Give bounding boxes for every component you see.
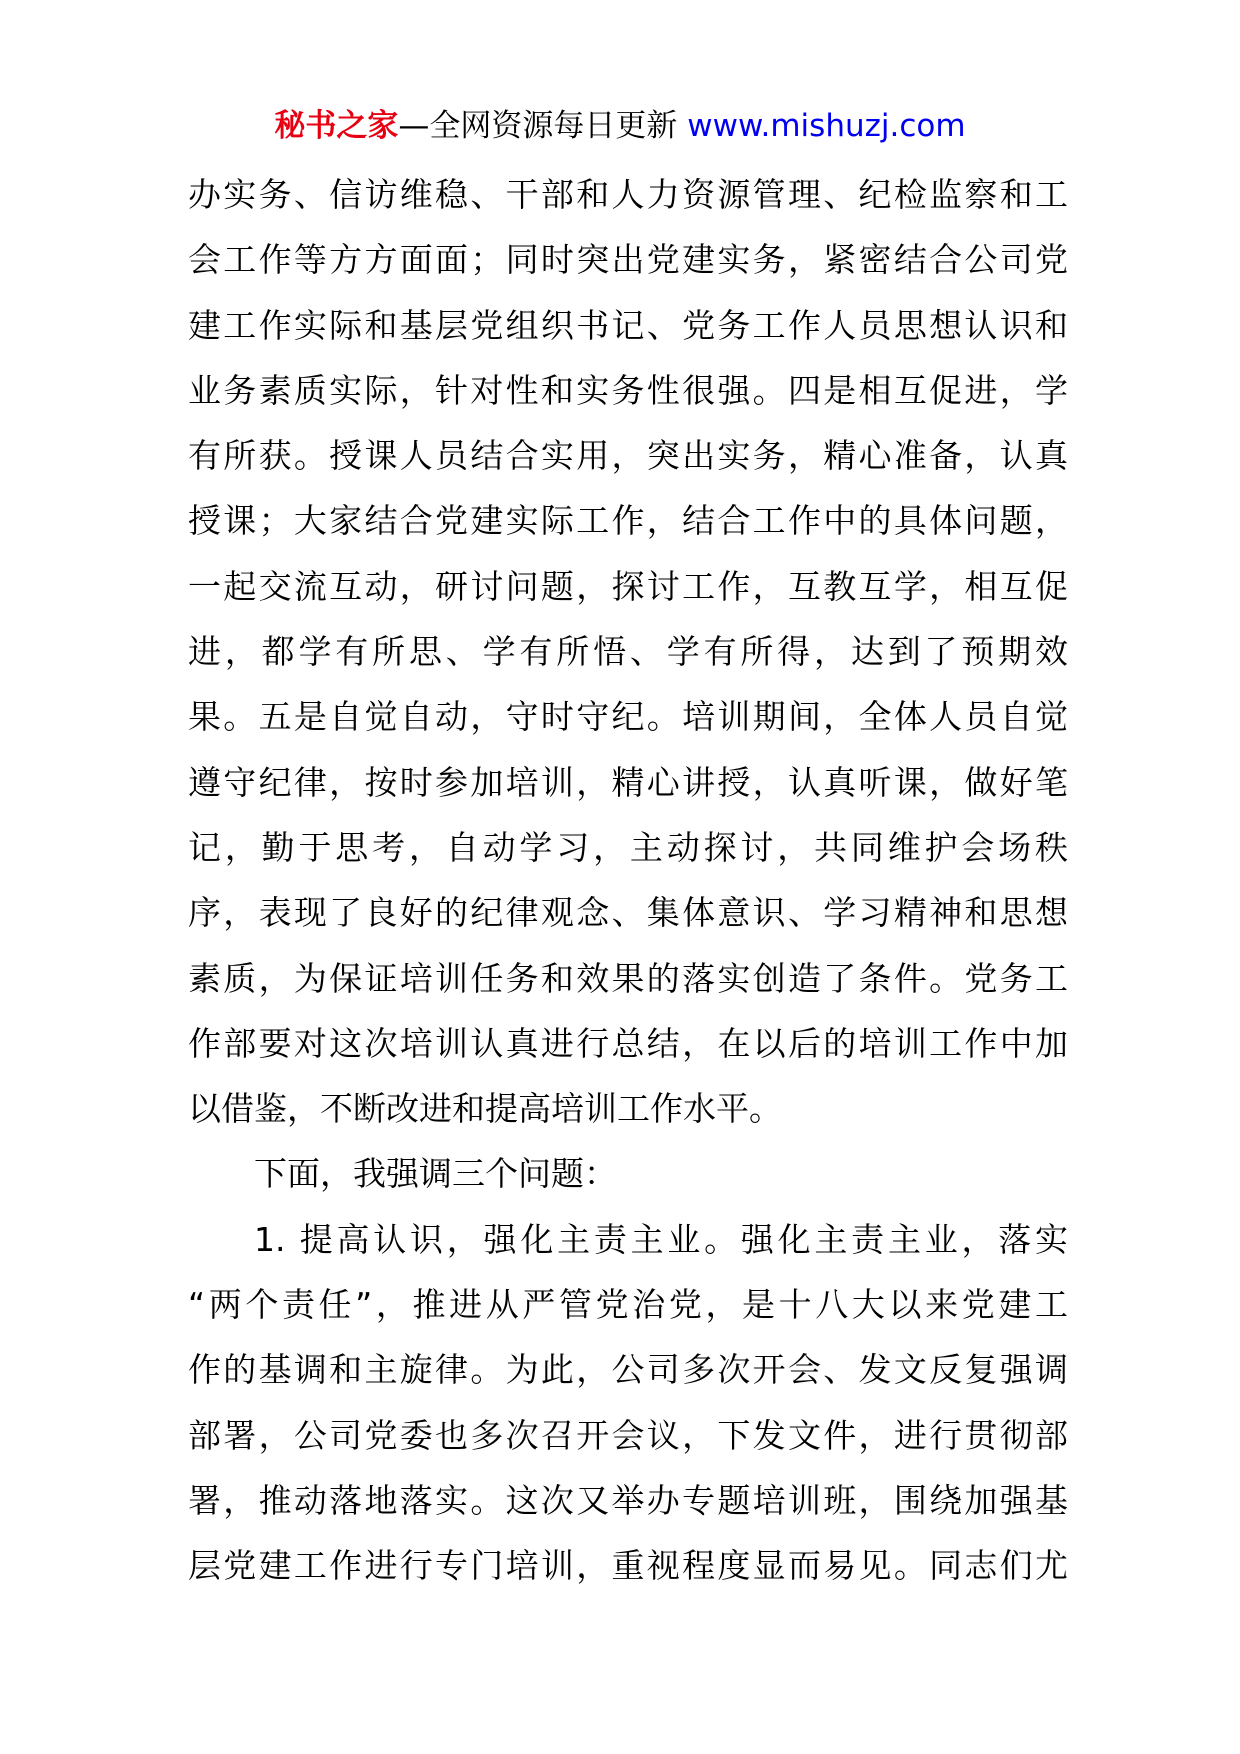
page-header — [0, 104, 1240, 148]
text-line: 有所获。授课人员结合实用，突出实务，精心准备，认真 — [188, 436, 1068, 476]
text-line: 素质，为保证培训任务和效果的落实创造了条件。党务工 — [188, 958, 1068, 998]
text-line: 遵守纪律，按时参加培训，精心讲授，认真听课，做好笔 — [188, 762, 1068, 802]
text-line: 以借鉴，不断改进和提高培训工作水平。 — [188, 1089, 782, 1129]
text-line: 序，表现了良好的纪律观念、集体意识、学习精神和思想 — [188, 893, 1068, 933]
text-line: 会工作等方方面面；同时突出党建实务，紧密结合公司党 — [188, 240, 1068, 280]
text-line: 业务素质实际，针对性和实务性很强。四是相互促进，学 — [188, 370, 1068, 410]
text-line: 层党建工作进行专门培训，重视程度显而易见。同志们尤 — [188, 1546, 1068, 1586]
text-line: 下面，我强调三个问题： — [254, 1154, 617, 1194]
text-line: 作部要对这次培训认真进行总结，在以后的培训工作中加 — [188, 1023, 1068, 1063]
header-tagline: —全网资源每日更新 — [398, 108, 678, 144]
text-line: 署，推动落地落实。这次又举办专题培训班，围绕加强基 — [188, 1480, 1068, 1520]
text-line: 部署，公司党委也多次召开会议，下发文件，进行贯彻部 — [188, 1415, 1068, 1455]
document-body — [188, 162, 1068, 1599]
text-line: 建工作实际和基层党组织书记、党务工作人员思想认识和 — [188, 305, 1068, 345]
brand-name: 秘书之家 — [274, 108, 399, 144]
text-line: 办实务、信访维稳、干部和人力资源管理、纪检监察和工 — [188, 175, 1068, 214]
text-line: 作的基调和主旋律。为此，公司多次开会、发文反复强调 — [188, 1350, 1068, 1390]
text-line: 记，勤于思考，自动学习，主动探讨，共同维护会场秩 — [188, 827, 1068, 867]
text-line: 授课；大家结合党建实际工作，结合工作中的具体问题， — [188, 501, 1068, 541]
text-line: 一起交流互动，研讨问题，探讨工作，互教互学，相互促 — [188, 566, 1068, 606]
text-line: 果。五是自觉自动，守时守纪。培训期间，全体人员自觉 — [188, 697, 1068, 737]
text-line: “两个责任”，推进从严管党治党，是十八大以来党建工 — [188, 1285, 1068, 1325]
text-line: 1. 提高认识，强化主责主业。强化主责主业，落实 — [254, 1219, 1068, 1259]
website-link[interactable]: www.mishuzj.com — [687, 108, 966, 144]
text-line: 进，都学有所思、学有所悟、学有所得，达到了预期效 — [188, 632, 1068, 672]
